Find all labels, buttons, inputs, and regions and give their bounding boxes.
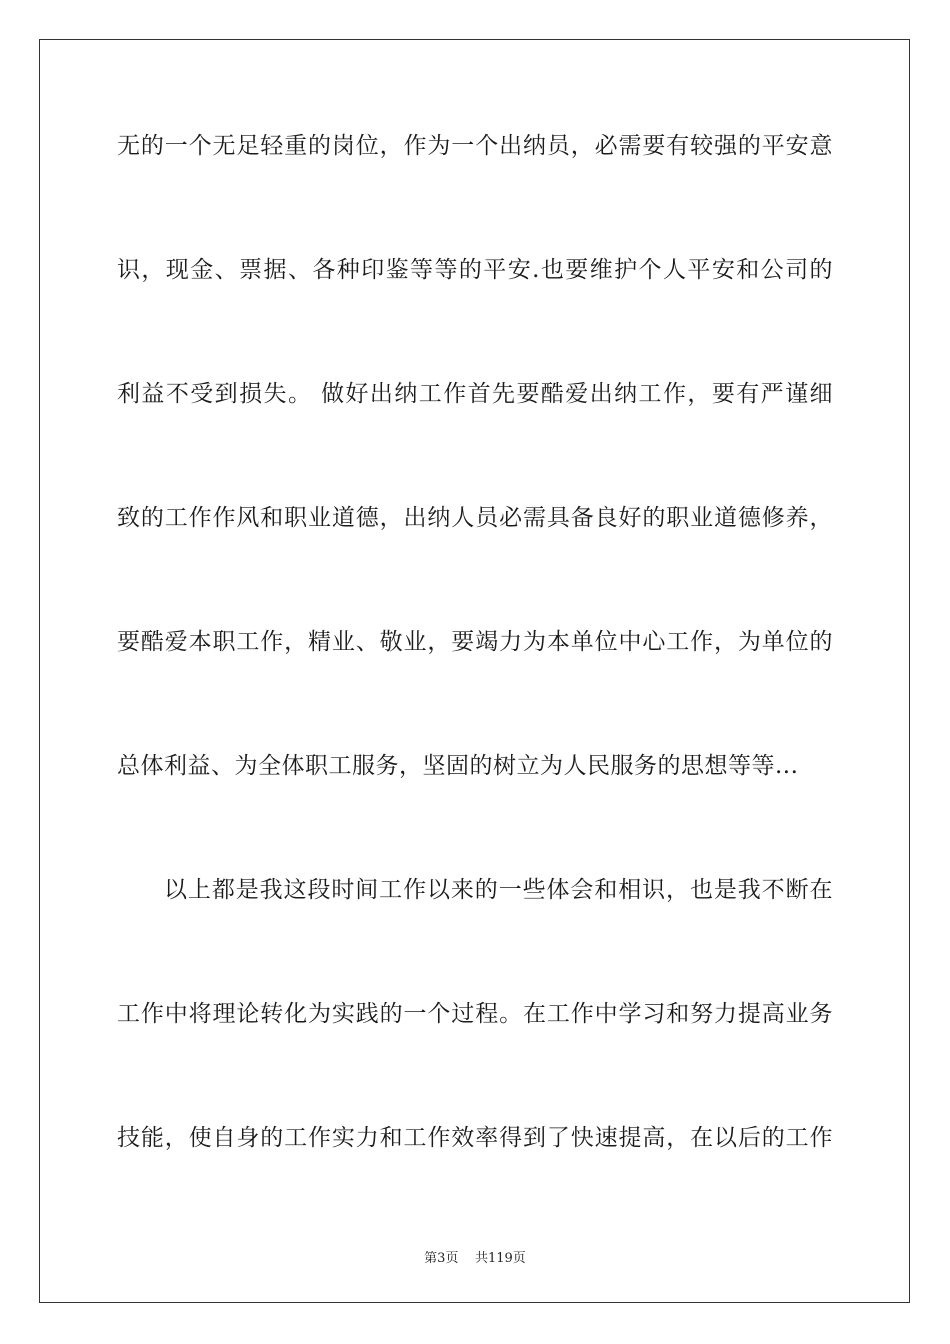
text-line: 以上都是我这段时间工作以来的一些体会和相识，也是我不断在 bbox=[164, 877, 833, 903]
text-line: 识，现金、票据、各种印鉴等等的平安.也要维护个人平安和公司的 bbox=[117, 257, 833, 283]
text-line: 利益不受到损失。 做好出纳工作首先要酷爱出纳工作，要有严谨细 bbox=[117, 381, 833, 407]
page-number: 第3页 bbox=[424, 1251, 459, 1266]
text-line: 总体利益、为全体职工服务，坚固的树立为人民服务的思想等等... bbox=[117, 753, 799, 779]
text-line: 致的工作作风和职业道德，出纳人员必需具备良好的职业道德修养， bbox=[117, 505, 833, 531]
text-line: 技能，使自身的工作实力和工作效率得到了快速提高，在以后的工作 bbox=[117, 1125, 833, 1151]
text-line: 工作中将理论转化为实践的一个过程。在工作中学习和努力提高业务 bbox=[117, 1001, 833, 1027]
text-line: 无的一个无足轻重的岗位，作为一个出纳员，必需要有较强的平安意 bbox=[117, 133, 833, 159]
document-body bbox=[117, 128, 833, 1244]
page-total: 共119页 bbox=[474, 1251, 526, 1266]
page-footer bbox=[0, 1247, 950, 1266]
text-line: 要酷爱本职工作，精业、敬业，要竭力为本单位中心工作，为单位的 bbox=[117, 629, 833, 655]
